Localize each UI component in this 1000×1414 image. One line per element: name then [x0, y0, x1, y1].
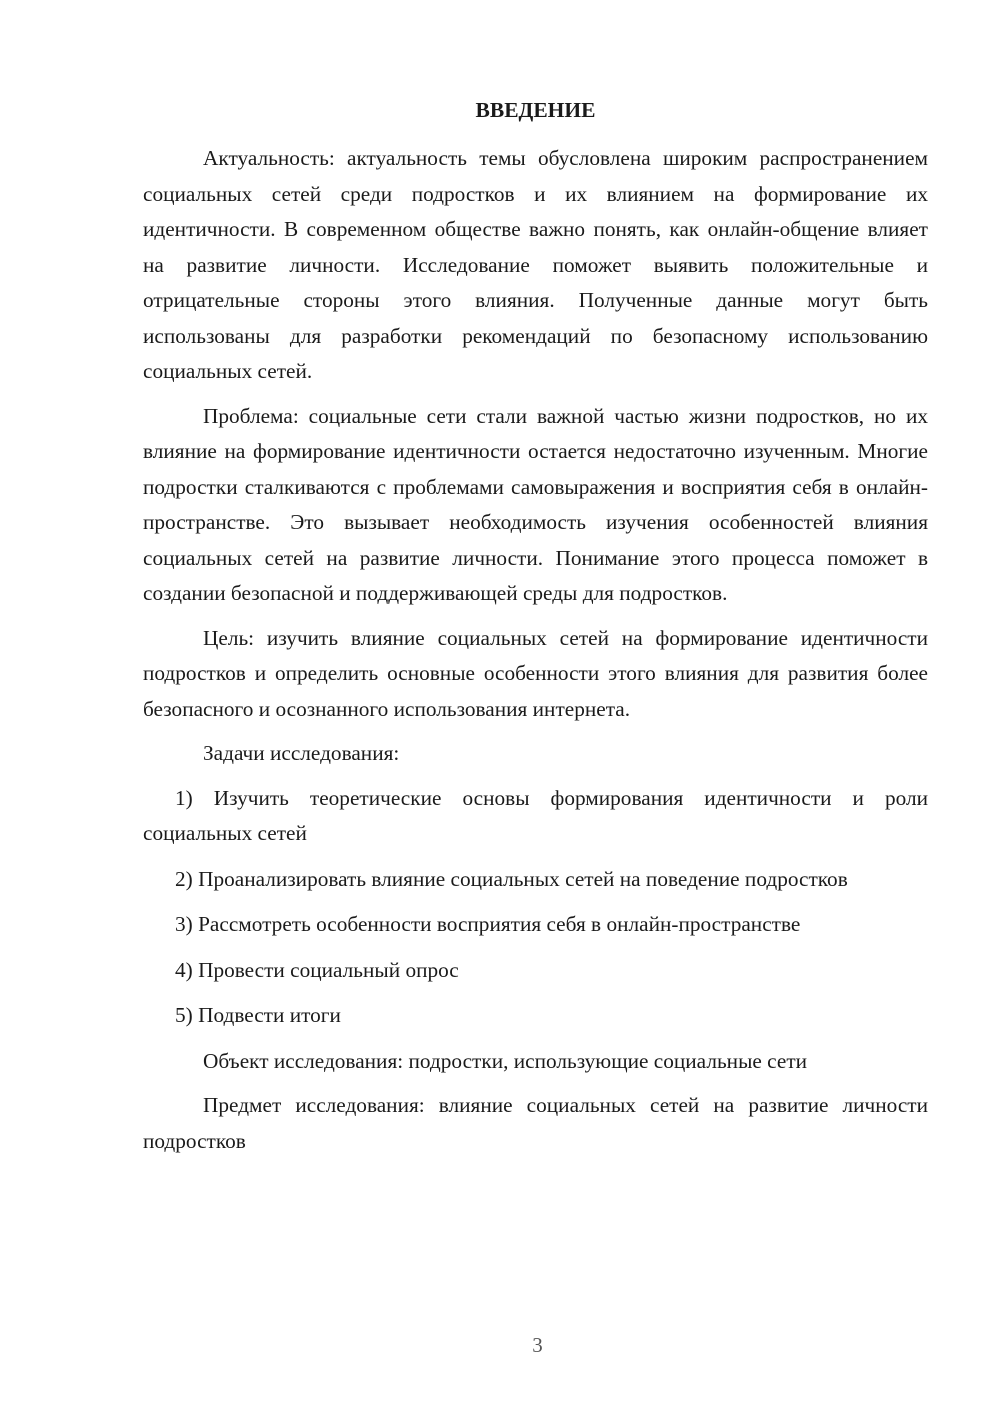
goal-paragraph: Цель: изучить влияние социальных сетей на формирование идентичности подростков и определить основные особенности этого влияния для развития более безопасного и осознанного использования интернета. — [143, 625, 928, 721]
page-number: 3 — [532, 1333, 543, 1357]
list-item: 4) Провести социальный опрос — [175, 957, 459, 982]
document-body — [143, 95, 928, 1168]
list-item: 5) Подвести итоги — [175, 1003, 341, 1027]
problem-paragraph: Проблема: социальные сети стали важной частью жизни подростков, но их влияние на формирование идентичности остается недостаточно изученным. Многие подростки сталкиваются с проблемами самовыражения и восприятия себя в онлайн-пространстве. Это вызывает необходимость изучения особенностей влияния социальных сетей на развитие личности. Понимание этого процесса поможет в создании безопасной и поддерживающей среды для подростков. — [143, 403, 928, 605]
relevance-paragraph: Актуальность: актуальность темы обусловлена широким распространением социальных сетей среди подростков и их влиянием на формирование их идентичности. В современном обществе важно понять, как онлайн-общение влияет на развитие личности. Исследование поможет выявить положительные и отрицательные стороны этого влияния. Полученные данные могут быть использованы для разработки рекомендаций по безопасному использованию социальных сетей. — [143, 146, 928, 383]
page-title: ВВЕДЕНИЕ — [475, 98, 596, 122]
list-item: 2) Проанализировать влияние социальных сетей на поведение подростков — [175, 866, 848, 891]
tasks-heading: Задачи исследования: — [203, 741, 400, 765]
research-subject: Предмет исследования: влияние социальных сетей на развитие личности подростков — [143, 1093, 928, 1153]
list-item: 1) Изучить теоретические основы формирования идентичности и роли социальных сетей — [143, 785, 928, 845]
research-object: Объект исследования: подростки, использующие социальные сети — [203, 1048, 808, 1073]
tasks-list — [143, 781, 928, 1034]
list-item: 3) Рассмотреть особенности восприятия себя в онлайн-пространстве — [175, 912, 801, 936]
